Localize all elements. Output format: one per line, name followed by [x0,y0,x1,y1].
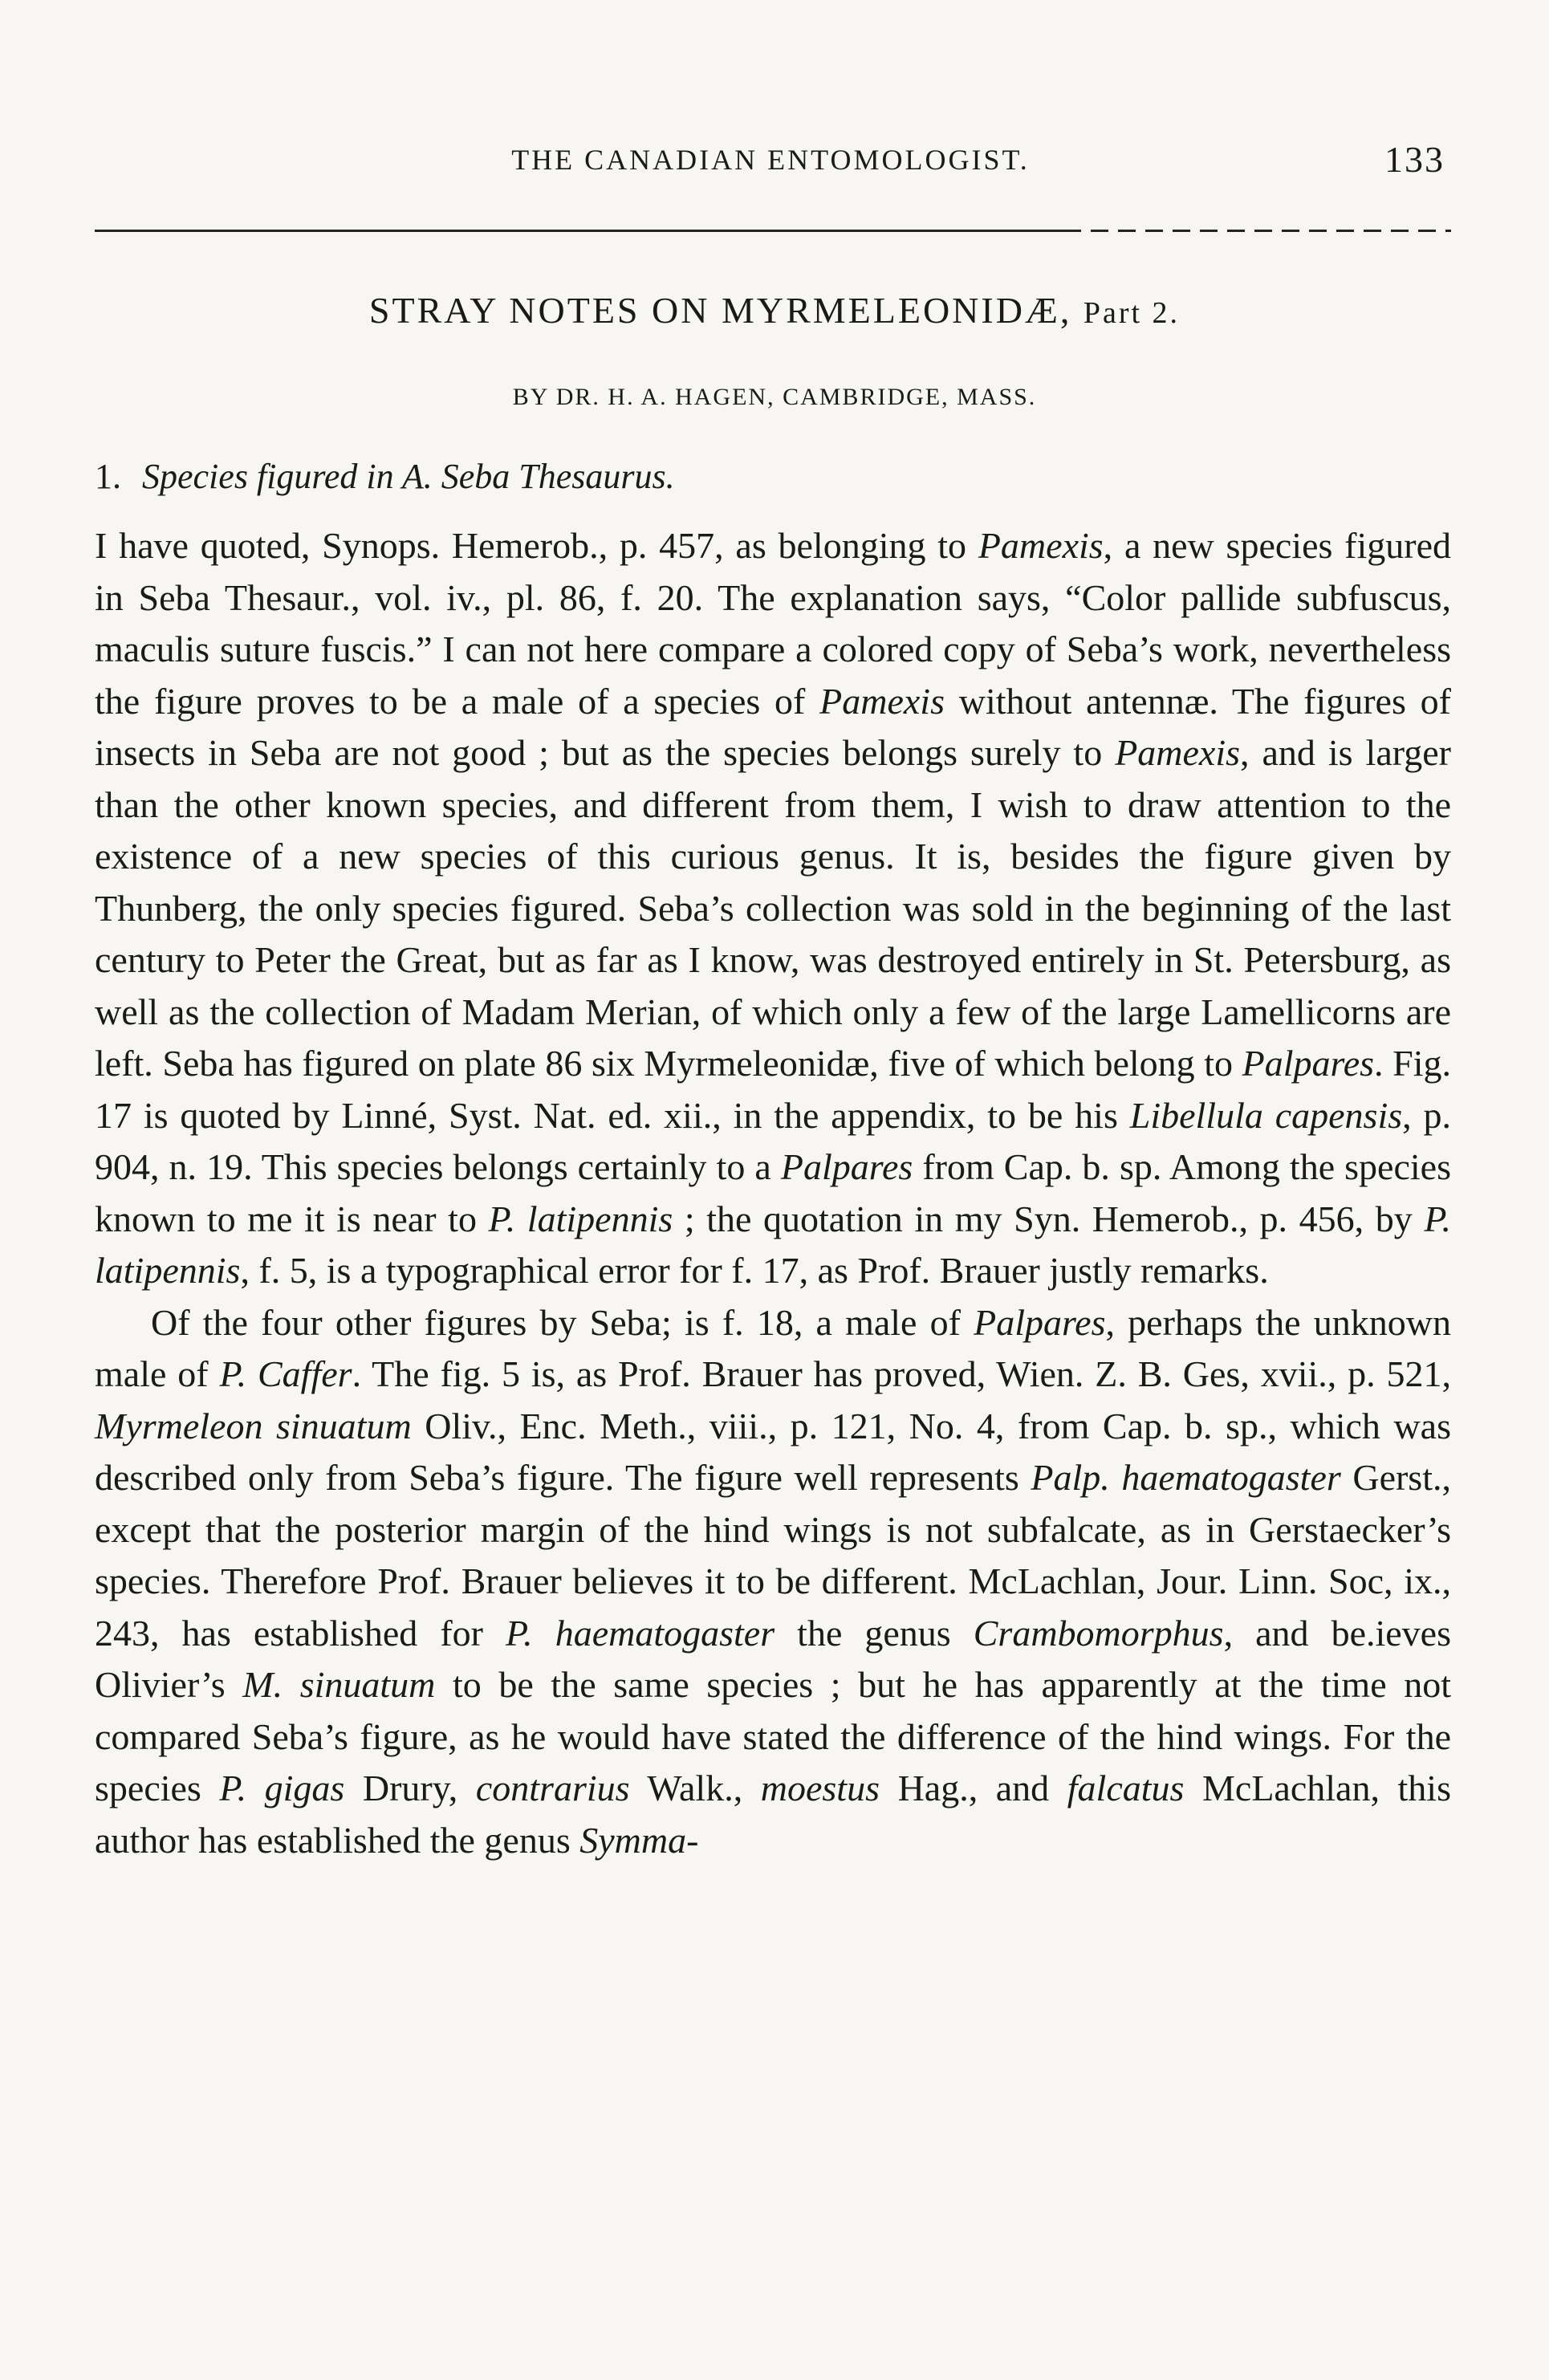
section-number: 1. [95,457,121,496]
italic-run: P. latipennis [488,1198,673,1239]
text-run: Gerst., except that the posterior margin of the hind wings is not subfalcate, as in Gerstaecker’s species. Therefore Prof. Brauer believes it to be different. McLachlan, Jour. Linn. Soc, ix., 243, has established for [95,1457,1451,1654]
text-run: Walk., [629,1768,761,1808]
text-run: . Fig. 17 is quoted by Linné, Syst. Nat. ed. xii., in the appendix, to be his [95,1043,1451,1136]
text-run: , perhaps the unknown male of [95,1301,1451,1394]
italic-run: Pamexis [978,525,1104,566]
text-run: , p. 904, n. 19. This species belongs certainly to a [95,1094,1452,1187]
italic-run: moestus [760,1768,880,1808]
paragraph-2 [95,1297,1451,1867]
byline: BY DR. H. A. HAGEN, CAMBRIDGE, MASS. [512,384,1037,410]
text-run: Drury, [344,1768,476,1808]
italic-run: P. Caffer [219,1353,352,1394]
journal-title: THE CANADIAN ENTOMOLOGIST. [511,144,1030,176]
running-head [96,139,1445,191]
page-number: 133 [1384,139,1445,180]
text-run: ; the quotation in my Syn. Hemerob., p. 456, by [673,1198,1425,1239]
italic-run: contrarius [475,1768,630,1808]
italic-run: P. haematogaster [506,1612,775,1654]
italic-run: Palpares [1242,1043,1375,1084]
italic-run: Pamexis [1115,732,1241,773]
italic-run: Crambomorphus [973,1612,1224,1654]
italic-run: Pamexis [819,680,945,722]
italic-run: Myrmeleon sinuatum [95,1405,412,1446]
text-run: , a new species figured in Seba Thesaur., vol. iv., pl. 86, f. 20. The explanation says, “Color pallide subfuscus, maculis suture fuscis.” I can not here compare a colored copy of Seba’s work, nevertheless the figure proves to be a male of a species of [95,525,1451,722]
section-title: Species figured in A. Seba Thesaurus. [142,457,675,496]
text-run: . The fig. 5 is, as Prof. Brauer has proved, Wien. Z. B. Ges, xvii., p. 521, [352,1353,1451,1394]
section-heading [95,456,675,497]
text-run: Hag., and [880,1768,1067,1808]
text-run: I have quoted, Synops. Hemerob., p. 457, as belonging to [95,525,978,566]
text-run: from Cap. b. sp. Among the species known to me it is near to [95,1146,1451,1239]
text-run: , and be.ieves Olivier’s [95,1612,1451,1705]
italic-run: M. sinuatum [242,1664,436,1705]
text-run: Of the four other figures by Seba; is f. 18, a male of [151,1301,974,1343]
italic-run: falcatus [1067,1768,1185,1808]
text-run: McLachlan, this author has established the genus [95,1768,1451,1861]
italic-run: Palp. haematogaster [1031,1457,1341,1498]
italic-run: Palpares [780,1146,913,1187]
text-run: Oliv., Enc. Meth., viii., p. 121, No. 4, from Cap. b. sp., which was described only from Seba’s figure. The figure well represents [95,1405,1451,1498]
italic-run: Symma- [579,1819,699,1861]
italic-run: P. gigas [219,1768,345,1808]
article-title-part: Part 2. [1083,296,1181,330]
paragraph-1 [95,520,1451,1297]
text-run: without antennæ. The figures of insects in Seba are not good ; but as the species belongs surely to [95,680,1451,773]
body-text [95,520,1451,1866]
article-title [0,289,1549,332]
text-run: , f. 5, is a typographical error for f. 17, as Prof. Brauer justly remarks. [240,1250,1269,1291]
italic-run: P. latipennis [95,1198,1452,1291]
italic-run: Palpares [974,1301,1106,1343]
header-rule-break [1063,225,1449,234]
text-run: to be the same species ; but he has apparently at the time not compared Seba’s figure, as he would have stated the difference of the hind wings. For the species [95,1664,1451,1808]
article-title-main: STRAY NOTES ON MYRMELEONIDÆ, [368,290,1072,331]
text-run: the genus [774,1612,974,1654]
text-run: , and is larger than the other known species, and different from them, I wish to draw attention to the existence of a new species of this curious genus. It is, besides the figure given by Thunberg, the only species figured. Seba’s collection was sold in the beginning of the last century to Peter the Great, but as far as I know, was destroyed entirely in St. Petersburg, as well as the collection of Madam Merian, of which only a few of the large Lamellicorns are left. Seba has figured on plate 86 six Myrmeleonidæ, five of which belong to [95,732,1451,1084]
italic-run: Libellula capensis [1129,1094,1403,1136]
